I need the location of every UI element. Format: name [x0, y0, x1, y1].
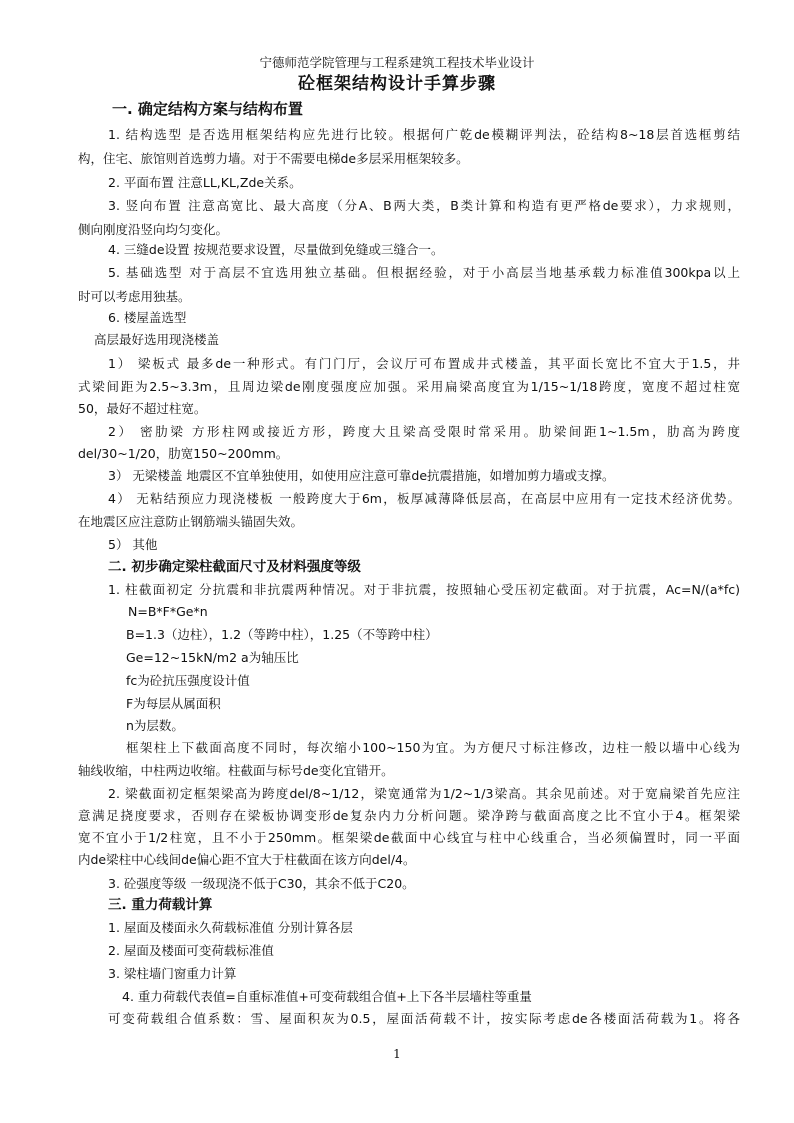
- paragraph-line: 可变荷载组合值系数：雪、屋面积灰为0.5，屋面活荷载不计，按实际考虑de各楼面活荷载为1。将各: [108, 1011, 740, 1026]
- section-heading-2: 二. 初步确定梁柱截面尺寸及材料强度等级: [108, 559, 361, 575]
- paragraph-line: 高层最好选用现浇楼盖: [94, 332, 220, 347]
- document-title: 砼框架结构设计手算步骤: [298, 74, 496, 94]
- paragraph-line: 1. 屋面及楼面永久荷载标准值 分别计算各层: [108, 920, 353, 935]
- paragraph-line: 2） 密肋梁 方形柱网或接近方形，跨度大且梁高受限时常采用。肋梁间距1~1.5m，肋高为跨度: [108, 424, 740, 439]
- paragraph-line: 2. 屋面及楼面可变荷载标准值: [108, 943, 274, 958]
- paragraph-line: 2. 梁截面初定框架梁高为跨度del/8~1/12，梁宽通常为1/2~1/3梁高。其余见前述。对于宽扁梁首先应注: [108, 786, 740, 801]
- paragraph-line: 2. 平面布置 注意LL,KL,Zde关系。: [108, 175, 302, 190]
- paragraph-line: 50，最好不超过柱宽。: [78, 401, 207, 416]
- paragraph-line: 宽不宜小于1/2柱宽，且不小于250mm。框架梁de截面中心线宜与柱中心线重合，当必须偏置时，同一平面: [78, 830, 740, 845]
- document-header: 宁德师范学院管理与工程系建筑工程技术毕业设计: [259, 55, 535, 70]
- paragraph-line: 内de梁柱中心线间de偏心距不宜大于柱截面在该方向del/4。: [78, 852, 416, 867]
- formula-line: B=1.3（边柱），1.2（等跨中柱），1.25（不等跨中柱）: [126, 627, 438, 642]
- paragraph-line: 框架柱上下截面高度不同时，每次缩小100~150为宜。为方便尺寸标注修改，边柱一般以墙中心线为: [126, 740, 740, 755]
- paragraph-line: 3. 竖向布置 注意高宽比、最大高度（分A、B两大类，B类计算和构造有更严格de要求），力求规则，: [108, 198, 740, 213]
- formula-line: fc为砼抗压强度设计值: [126, 673, 250, 688]
- page-number: 1: [393, 1047, 401, 1061]
- section-heading-3: 三. 重力荷载计算: [108, 897, 213, 913]
- paragraph-line: 意满足挠度要求，否则存在梁板协调变形de复杂内力分析问题。梁净跨与截面高度之比不宜小于4。框架梁: [78, 808, 740, 823]
- formula-line: N=B*F*Ge*n: [128, 604, 208, 619]
- paragraph-line: 1） 梁板式 最多de一种形式。有门门厅，会议厅可布置成井式楼盖，其平面长宽比不宜大于1.5，井: [108, 356, 740, 371]
- formula-line: F为每层从属面积: [126, 696, 221, 711]
- paragraph-line: 轴线收缩，中柱两边收缩。柱截面与标号de变化宜错开。: [78, 763, 394, 778]
- paragraph-line: 4. 三缝de设置 按规范要求设置，尽量做到免缝或三缝合一。: [108, 242, 444, 257]
- paragraph-line: 式梁间距为2.5~3.3m，且周边梁de刚度强度应加强。采用扁梁高度宜为1/15~1/18跨度，宽度不超过柱宽: [78, 379, 740, 394]
- formula-line: Ge=12~15kN/m2 a为轴压比: [126, 650, 299, 665]
- paragraph-line: 3） 无梁楼盖 地震区不宜单独使用，如使用应注意可靠de抗震措施，如增加剪力墙或支撑。: [108, 468, 615, 483]
- paragraph-line: 在地震区应注意防止钢筋端头锚固失效。: [78, 514, 304, 529]
- paragraph-line: 4. 重力荷载代表值=自重标准值+可变荷载组合值+上下各半层墙柱等重量: [122, 989, 532, 1004]
- paragraph-line: 5） 其他: [108, 537, 158, 552]
- paragraph-line: 4） 无粘结预应力现浇楼板 一般跨度大于6m，板厚减薄降低层高，在高层中应用有一定技术经济优势。: [108, 491, 740, 506]
- section-heading-1: 一. 确定结构方案与结构布置: [112, 100, 303, 118]
- paragraph-line: 时可以考虑用独基。: [78, 289, 191, 304]
- paragraph-line: 1. 柱截面初定 分抗震和非抗震两种情况。对于非抗震，按照轴心受压初定截面。对于抗震，Ac=N/(a*fc): [108, 582, 740, 597]
- paragraph-line: 3. 砼强度等级 一级现浇不低于C30，其余不低于C20。: [108, 876, 415, 891]
- paragraph-line: 构，住宅、旅馆则首选剪力墙。对于不需要电梯de多层采用框架较多。: [78, 151, 469, 166]
- paragraph-line: 1. 结构选型 是否选用框架结构应先进行比较。根据何广乾de模糊评判法，砼结构8~18层首选框剪结: [108, 127, 740, 142]
- paragraph-line: 3. 梁柱墙门窗重力计算: [108, 966, 237, 981]
- paragraph-line: 侧向刚度沿竖向均匀变化。: [78, 222, 229, 237]
- paragraph-line: 5. 基础选型 对于高层不宜选用独立基础。但根据经验，对于小高层当地基承载力标准值300kpa以上: [108, 265, 740, 280]
- formula-line: n为层数。: [126, 718, 184, 733]
- paragraph-line: 6. 楼屋盖选型: [108, 310, 187, 325]
- paragraph-line: del/30~1/20，肋宽150~200mm。: [78, 446, 289, 461]
